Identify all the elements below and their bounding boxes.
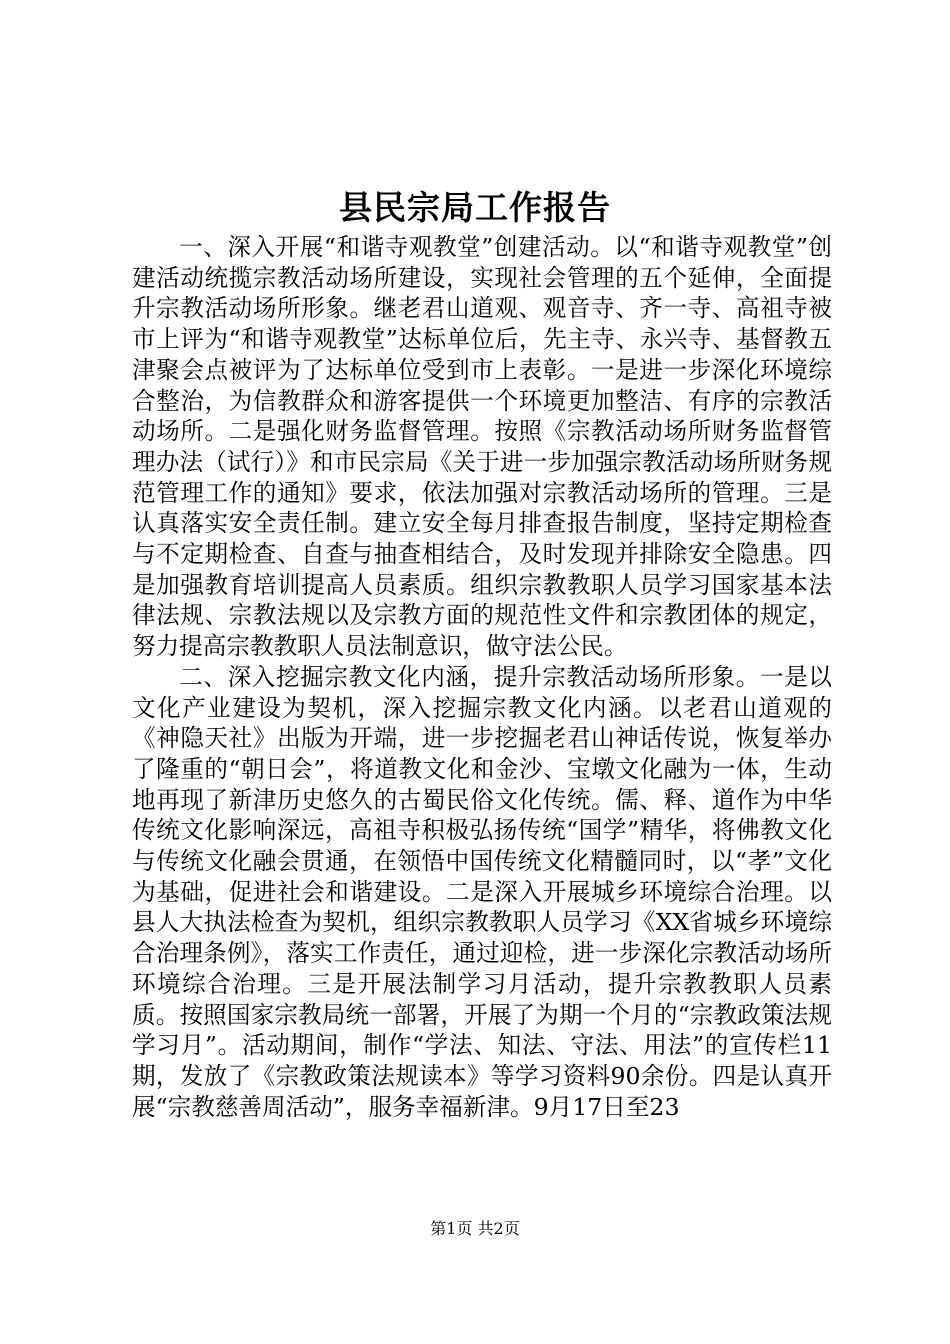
document-title: 县民宗局工作报告 xyxy=(339,188,611,227)
paragraph-1: 一、深入开展“和谐寺观教堂”创建活动。以“和谐寺观教堂”创建活动统揽宗教活动场所建设，实现社会管理的五个延伸，全面提升宗教活动场所形象。继老君山道观、观音寺、齐一寺、高祖寺被市上评为“和谐寺观教堂”达标单位后，先主寺、永兴寺、基督教五津聚会点被评为了达标单位受到市上表彰。一是进一步深化环境综合整治，为信教群众和游客提供一个环境更加整洁、有序的宗教活动场所。二是强化财务监督管理。按照《宗教活动场所财务监督管理办法（试行）》和市民宗局《关于进一步加强宗教活动场所财务规范管理工作的通知》要求，依法加强对宗教活动场所的管理。三是认真落实安全责任制。建立安全每月排查报告制度，坚持定期检查与不定期检查、自查与抽查相结合，及时发现并排除安全隐患。四是加强教育培训提高人员素质。组织宗教教职人员学习国家基本法律法规、宗教法规以及宗教方面的规范性文件和宗教团体的规定，努力提高宗教教职人员法制意识，做守法公民。 xyxy=(132,233,832,661)
page-footer: 第1页 共2页 xyxy=(430,1219,520,1238)
paragraph-2: 二、深入挖掘宗教文化内涵，提升宗教活动场所形象。一是以文化产业建设为契机，深入挖掘宗教文化内涵。以老君山道观的《神隐天社》出版为开端，进一步挖掘老君山神话传说，恢复举办了隆重的“朝日会”，将道教文化和金沙、宝墩文化融为一体，生动地再现了新津历史悠久的古蜀民俗文化传统。儒、释、道作为中华传统文化影响深远，高祖寺积极弘扬传统“国学”精华，将佛教文化与传统文化融会贯通，在领悟中国传统文化精髓同时，以“孝”文化为基础，促进社会和谐建设。二是深入开展城乡环境综合治理。以县人大执法检查为契机，组织宗教教职人员学习《XX省城乡环境综合治理条例》，落实工作责任，通过迎检，进一步深化宗教活动场所环境综合治理。三是开展法制学习月活动，提升宗教教职人员素质。按照国家宗教局统一部署，开展了为期一个月的“宗教政策法规学习月”。活动期间，制作“学法、知法、守法、用法”的宣传栏11期，发放了《宗教政策法规读本》等学习资料90余份。四是认真开展“宗教慈善周活动”，服务幸福新津。9月17日至23 xyxy=(132,662,832,1121)
document-body xyxy=(132,232,832,1122)
